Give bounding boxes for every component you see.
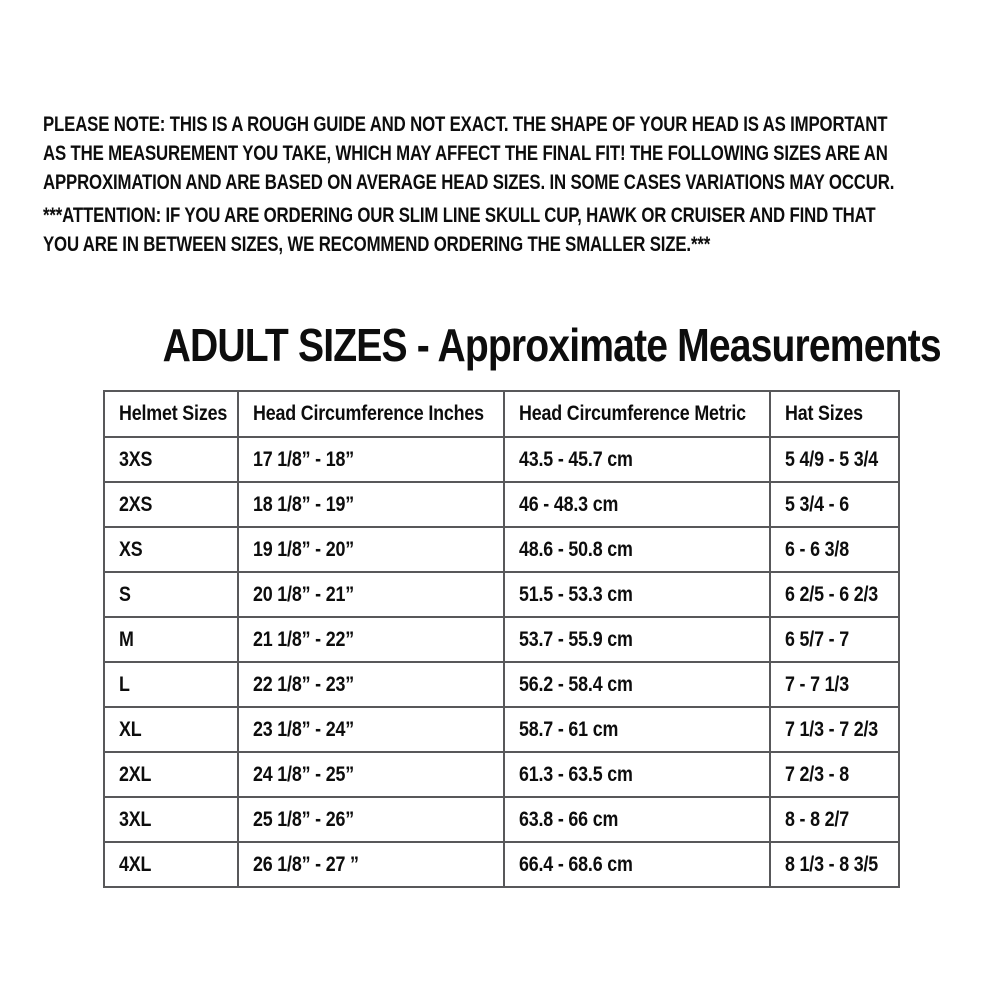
table-row xyxy=(104,572,899,617)
cell-helmet-size: 2XL xyxy=(104,752,238,797)
header-label: Head Circumference Metric xyxy=(519,402,746,425)
header-label: Helmet Sizes xyxy=(119,402,228,425)
table-row xyxy=(104,617,899,662)
cell-helmet-size: 2XS xyxy=(104,482,238,527)
note-line: APPROXIMATION AND ARE BASED ON AVERAGE HEAD SIZES. IN SOME CASES VARIATIONS MAY OCCUR. xyxy=(43,171,895,194)
cell-metric: 66.4 - 68.6 cm xyxy=(504,842,770,887)
table-row xyxy=(104,797,899,842)
cell-inches: 21 1/8” - 22” xyxy=(238,617,504,662)
cell-helmet-size: XL xyxy=(104,707,238,752)
cell-inches: 25 1/8” - 26” xyxy=(238,797,504,842)
cell-hat-size: 7 - 7 1/3 xyxy=(770,662,899,707)
cell-inches: 20 1/8” - 21” xyxy=(238,572,504,617)
cell-metric: 46 - 48.3 cm xyxy=(504,482,770,527)
table-row xyxy=(104,707,899,752)
header-circumference-inches xyxy=(238,391,504,437)
cell-metric: 48.6 - 50.8 cm xyxy=(504,527,770,572)
page-title: ADULT SIZES - Approximate Measurements xyxy=(162,319,941,371)
table-row xyxy=(104,752,899,797)
cell-metric: 56.2 - 58.4 cm xyxy=(504,662,770,707)
cell-helmet-size: M xyxy=(104,617,238,662)
cell-hat-size: 7 2/3 - 8 xyxy=(770,752,899,797)
cell-helmet-size: 4XL xyxy=(104,842,238,887)
cell-hat-size: 7 1/3 - 7 2/3 xyxy=(770,707,899,752)
cell-helmet-size: XS xyxy=(104,527,238,572)
cell-hat-size: 6 - 6 3/8 xyxy=(770,527,899,572)
cell-helmet-size: S xyxy=(104,572,238,617)
cell-hat-size: 6 2/5 - 6 2/3 xyxy=(770,572,899,617)
cell-helmet-size: L xyxy=(104,662,238,707)
cell-inches: 24 1/8” - 25” xyxy=(238,752,504,797)
cell-inches: 19 1/8” - 20” xyxy=(238,527,504,572)
note-primary xyxy=(43,110,1000,197)
note-line: YOU ARE IN BETWEEN SIZES, WE RECOMMEND ORDERING THE SMALLER SIZE.*** xyxy=(43,233,711,256)
table-row xyxy=(104,482,899,527)
cell-inches: 23 1/8” - 24” xyxy=(238,707,504,752)
cell-metric: 53.7 - 55.9 cm xyxy=(504,617,770,662)
header-label: Hat Sizes xyxy=(785,402,863,425)
cell-metric: 63.8 - 66 cm xyxy=(504,797,770,842)
note-line: ***ATTENTION: IF YOU ARE ORDERING OUR SLIM LINE SKULL CUP, HAWK OR CRUISER AND FIND THAT xyxy=(43,204,876,227)
table-header-row xyxy=(104,391,899,437)
cell-helmet-size: 3XS xyxy=(104,437,238,482)
size-table xyxy=(103,390,900,888)
cell-hat-size: 8 - 8 2/7 xyxy=(770,797,899,842)
header-circumference-metric xyxy=(504,391,770,437)
table-row xyxy=(104,662,899,707)
cell-hat-size: 8 1/3 - 8 3/5 xyxy=(770,842,899,887)
table-row xyxy=(104,527,899,572)
cell-inches: 22 1/8” - 23” xyxy=(238,662,504,707)
note-line: AS THE MEASUREMENT YOU TAKE, WHICH MAY AFFECT THE FINAL FIT! THE FOLLOWING SIZES ARE AN xyxy=(43,142,888,165)
note-line: PLEASE NOTE: THIS IS A ROUGH GUIDE AND NOT EXACT. THE SHAPE OF YOUR HEAD IS AS IMPORTANT xyxy=(43,113,888,136)
cell-helmet-size: 3XL xyxy=(104,797,238,842)
cell-metric: 58.7 - 61 cm xyxy=(504,707,770,752)
cell-metric: 61.3 - 63.5 cm xyxy=(504,752,770,797)
cell-metric: 51.5 - 53.3 cm xyxy=(504,572,770,617)
header-label: Head Circumference Inches xyxy=(253,402,484,425)
cell-hat-size: 5 3/4 - 6 xyxy=(770,482,899,527)
cell-inches: 17 1/8” - 18” xyxy=(238,437,504,482)
cell-inches: 18 1/8” - 19” xyxy=(238,482,504,527)
note-attention xyxy=(43,201,1000,259)
cell-inches: 26 1/8” - 27 ” xyxy=(238,842,504,887)
header-hat-sizes xyxy=(770,391,899,437)
cell-hat-size: 5 4/9 - 5 3/4 xyxy=(770,437,899,482)
header-helmet-sizes xyxy=(104,391,238,437)
cell-hat-size: 6 5/7 - 7 xyxy=(770,617,899,662)
table-row xyxy=(104,437,899,482)
table-row xyxy=(104,842,899,887)
cell-metric: 43.5 - 45.7 cm xyxy=(504,437,770,482)
